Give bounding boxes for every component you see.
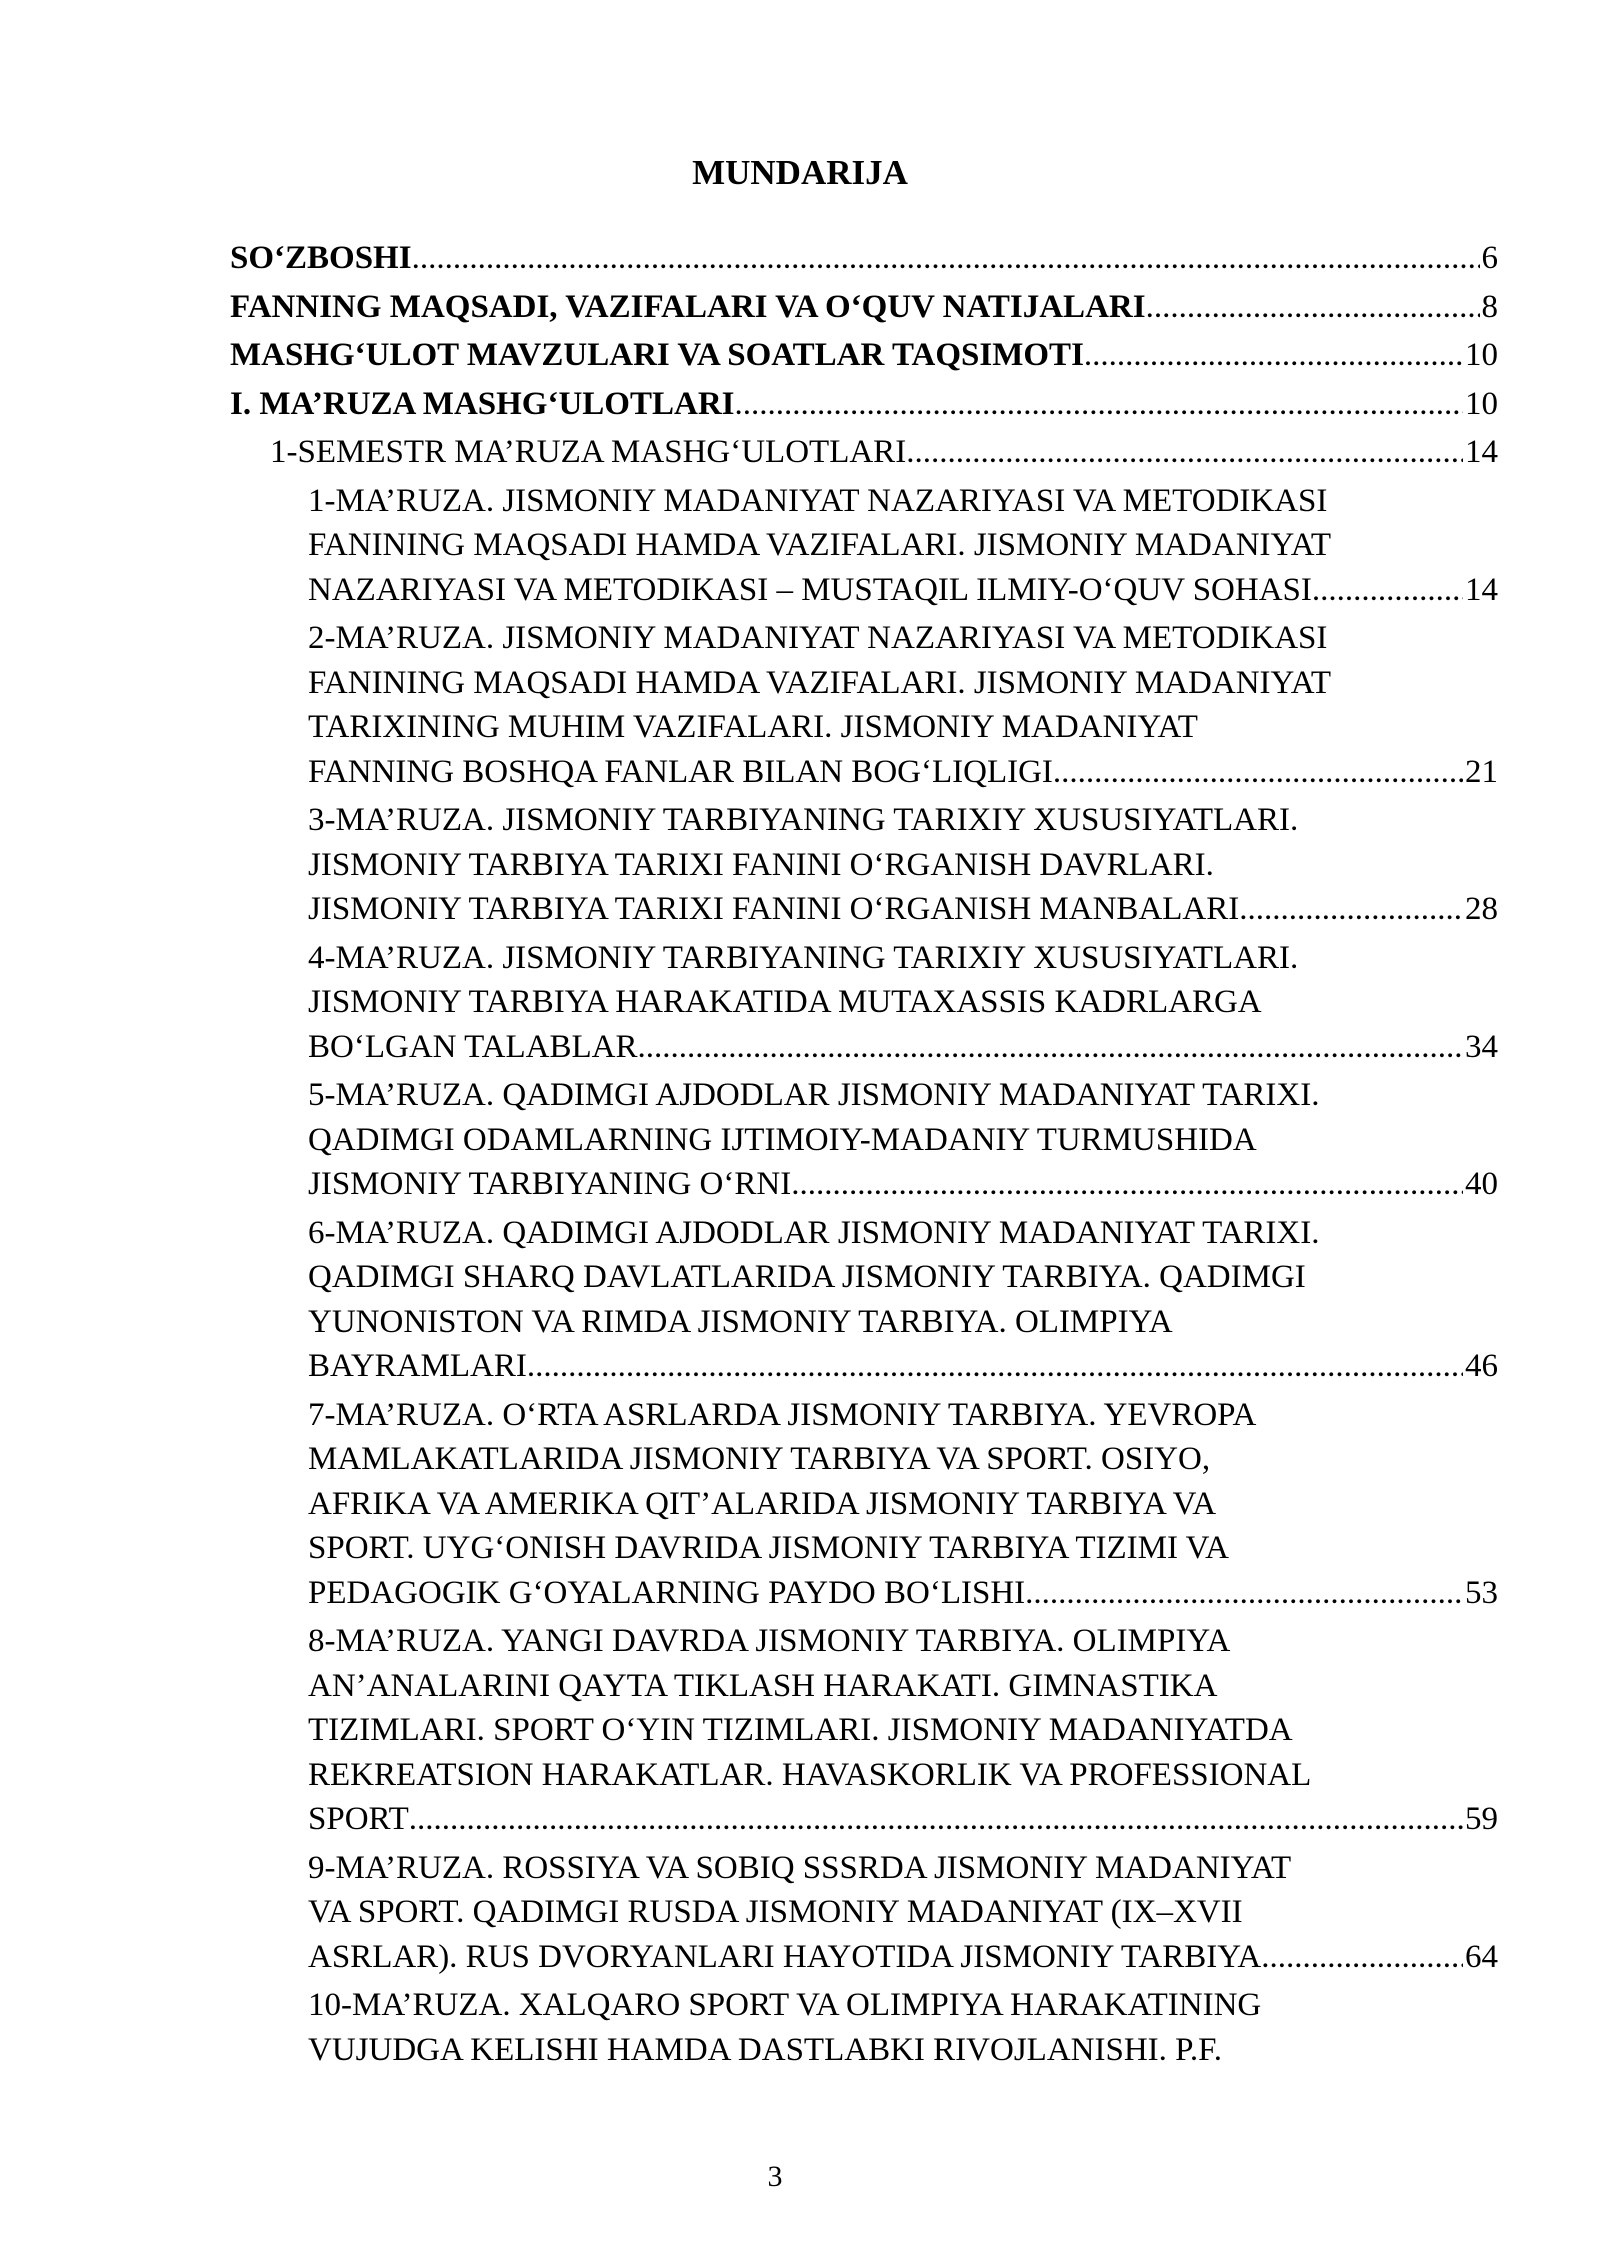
toc-entry-title: BAYRAMLARI [308, 1348, 527, 1384]
toc-entry-title: REKREATSION HARAKATLAR. HAVASKORLIK VA PROFESSIONAL [308, 1756, 1312, 1793]
toc-entry-title: FANNING BOSHQA FANLAR BILAN BOG‘LIQLIGI [308, 753, 1053, 790]
toc-entry-line [230, 333, 1498, 378]
toc-entry-title: 10-MA’RUZA. XALQARO SPORT VA OLIMPIYA HARAKATINING [308, 1987, 1262, 2023]
toc-entry-title: JISMONIY TARBIYA HARAKATIDA MUTAXASSIS KADRLARGA [308, 984, 1262, 1020]
toc-page-number: 28 [1465, 891, 1498, 927]
toc-entry-line [308, 1571, 1498, 1616]
toc-entry-line [308, 568, 1498, 613]
toc-entry[interactable] [230, 1073, 1498, 1207]
toc-page-number: 10 [1465, 385, 1498, 422]
dot-leader [1025, 1571, 1463, 1616]
table-of-contents [230, 236, 1498, 2076]
dot-leader [637, 1025, 1463, 1070]
toc-entry-line [308, 1935, 1498, 1980]
toc-entry[interactable] [230, 1983, 1498, 2072]
toc-entry-title: 4-MA’RUZA. JISMONIY TARBIYANING TARIXIY XUSUSIYATLARI. [308, 939, 1299, 976]
toc-entry-title: SPORT. UYG‘ONISH DAVRIDA JISMONIY TARBIYA TIZIMI VA [308, 1530, 1230, 1566]
toc-entry[interactable] [230, 1619, 1498, 1842]
toc-page-number: 21 [1465, 753, 1498, 790]
toc-entry-title: FANINING MAQSADI HAMDA VAZIFALARI. JISMONIY MADANIYAT [308, 664, 1332, 701]
toc-page-number: 6 [1481, 240, 1498, 276]
toc-entry-title: 2-MA’RUZA. JISMONIY MADANIYAT NAZARIYASI VA METODIKASI [308, 620, 1328, 656]
toc-entry[interactable] [230, 1393, 1498, 1616]
toc-entry-title: SO‘ZBOSHI [230, 240, 412, 276]
toc-entry-title: BO‘LGAN TALABLAR [308, 1028, 638, 1065]
dot-leader [1239, 887, 1463, 932]
toc-entry[interactable] [230, 1211, 1498, 1389]
toc-page-number: 8 [1481, 288, 1498, 325]
toc-page-number: 64 [1465, 1938, 1498, 1975]
toc-entry-title: TIZIMLARI. SPORT O‘YIN TIZIMLARI. JISMONIY MADANIYATDA [308, 1712, 1293, 1748]
toc-entry-title: VA SPORT. QADIMGI RUSDA JISMONIY MADANIYAT (IX–XVII [308, 1894, 1243, 1930]
toc-entry-title: 9-MA’RUZA. ROSSIYA VA SOBIQ SSSRDA JISMONIY MADANIYAT [308, 1849, 1292, 1886]
dot-leader [409, 1797, 1463, 1842]
toc-entry-line [230, 382, 1498, 427]
toc-entry[interactable] [230, 382, 1498, 427]
dot-leader [1146, 285, 1480, 330]
toc-entry-title: VUJUDGA KELISHI HAMDA DASTLABKI RIVOJLANISHI. P.F. [308, 2031, 1223, 2068]
toc-page-number: 14 [1465, 571, 1498, 608]
toc-entry-title: YUNONISTON VA RIMDA JISMONIY TARBIYA. OLIMPIYA [308, 1303, 1173, 1340]
page-title: MUNDARIJA [692, 153, 908, 192]
toc-entry[interactable] [230, 430, 1498, 475]
toc-entry-line [308, 887, 1498, 932]
toc-entry-line [230, 285, 1498, 330]
toc-entry-line [308, 1344, 1498, 1389]
page-number: 3 [767, 2160, 783, 2193]
toc-entry-line [308, 750, 1498, 795]
toc-entry-title: 3-MA’RUZA. JISMONIY TARBIYANING TARIXIY XUSUSIYATLARI. [308, 802, 1299, 838]
toc-entry-title: AN’ANALARINI QAYTA TIKLASH HARAKATI. GIMNASTIKA [308, 1667, 1218, 1704]
toc-entry-line [308, 1025, 1498, 1070]
toc-entry-title: MAMLAKATLARIDA JISMONIY TARBIYA VA SPORT. OSIYO, [308, 1441, 1211, 1477]
toc-entry[interactable] [230, 616, 1498, 794]
dot-leader [1084, 333, 1463, 378]
toc-entry-title: 8-MA’RUZA. YANGI DAVRDA JISMONIY TARBIYA. OLIMPIYA [308, 1623, 1231, 1659]
toc-entry-line [230, 236, 1498, 281]
toc-entry-title: 6-MA’RUZA. QADIMGI AJDODLAR JISMONIY MADANIYAT TARIXI. [308, 1214, 1320, 1251]
toc-entry[interactable] [230, 479, 1498, 613]
toc-entry-title: 1-MA’RUZA. JISMONIY MADANIYAT NAZARIYASI VA METODIKASI [308, 482, 1328, 519]
dot-leader [1312, 568, 1463, 613]
toc-entry[interactable] [230, 333, 1498, 378]
dot-leader [1261, 1935, 1463, 1980]
toc-entry[interactable] [230, 1846, 1498, 1980]
toc-entry-title: I. MA’RUZA MASHG‘ULOTLARI [230, 385, 735, 422]
dot-leader [527, 1344, 1463, 1389]
toc-entry-title: NAZARIYASI VA METODIKASI – MUSTAQIL ILMIY-O‘QUV SOHASI [308, 571, 1312, 608]
dot-leader [735, 382, 1464, 427]
toc-page-number: 59 [1465, 1801, 1498, 1837]
dot-leader [906, 430, 1463, 475]
toc-entry-title: 5-MA’RUZA. QADIMGI AJDODLAR JISMONIY MADANIYAT TARIXI. [308, 1077, 1320, 1113]
toc-entry[interactable] [230, 236, 1498, 281]
toc-page-number: 40 [1465, 1166, 1498, 1202]
dot-leader [1053, 750, 1463, 795]
toc-entry-title: JISMONIY TARBIYA TARIXI FANINI O‘RGANISH MANBALARI [308, 891, 1240, 927]
dot-leader [412, 236, 1480, 281]
toc-entry-title: JISMONIY TARBIYA TARIXI FANINI O‘RGANISH DAVRLARI. [308, 846, 1214, 883]
toc-entry-line [270, 430, 1498, 475]
toc-entry-title: FANNING MAQSADI, VAZIFALARI VA O‘QUV NATIJALARI [230, 288, 1146, 325]
toc-entry-title: ASRLAR). RUS DVORYANLARI HAYOTIDA JISMONIY TARBIYA [308, 1938, 1262, 1975]
toc-entry-title: TARIXINING MUHIM VAZIFALARI. JISMONIY MADANIYAT [308, 709, 1198, 745]
toc-entry[interactable] [230, 798, 1498, 932]
toc-entry[interactable] [230, 285, 1498, 330]
toc-entry-title: QADIMGI ODAMLARNING IJTIMOIY-MADANIY TURMUSHIDA [308, 1121, 1257, 1158]
toc-page-number: 53 [1465, 1574, 1498, 1611]
toc-entry-title: AFRIKA VA AMERIKA QIT’ALARIDA JISMONIY TARBIYA VA [308, 1485, 1217, 1522]
toc-page-number: 10 [1465, 337, 1498, 373]
toc-page-number: 46 [1465, 1348, 1498, 1384]
toc-entry-title: 1-SEMESTR MA’RUZA MASHG‘ULOTLARI [270, 434, 907, 470]
toc-entry-line [308, 1162, 1498, 1207]
toc-entry[interactable] [230, 936, 1498, 1070]
toc-page-number: 14 [1465, 434, 1498, 470]
toc-entry-title: 7-MA’RUZA. O‘RTA ASRLARDA JISMONIY TARBIYA. YEVROPA [308, 1396, 1257, 1433]
toc-entry-line [308, 1797, 1498, 1842]
toc-entry-title: JISMONIY TARBIYANING O‘RNI [308, 1166, 792, 1202]
toc-entry-title: SPORT [308, 1801, 409, 1837]
toc-page-number: 34 [1465, 1028, 1498, 1065]
dot-leader [791, 1162, 1463, 1207]
toc-entry-title: PEDAGOGIK G‘OYALARNING PAYDO BO‘LISHI [308, 1574, 1026, 1611]
toc-entry-title: FANINING MAQSADI HAMDA VAZIFALARI. JISMONIY MADANIYAT [308, 527, 1332, 563]
toc-entry-title: QADIMGI SHARQ DAVLATLARIDA JISMONIY TARBIYA. QADIMGI [308, 1259, 1306, 1295]
toc-entry-title: MASHG‘ULOT MAVZULARI VA SOATLAR TAQSIMOTI [230, 337, 1084, 373]
